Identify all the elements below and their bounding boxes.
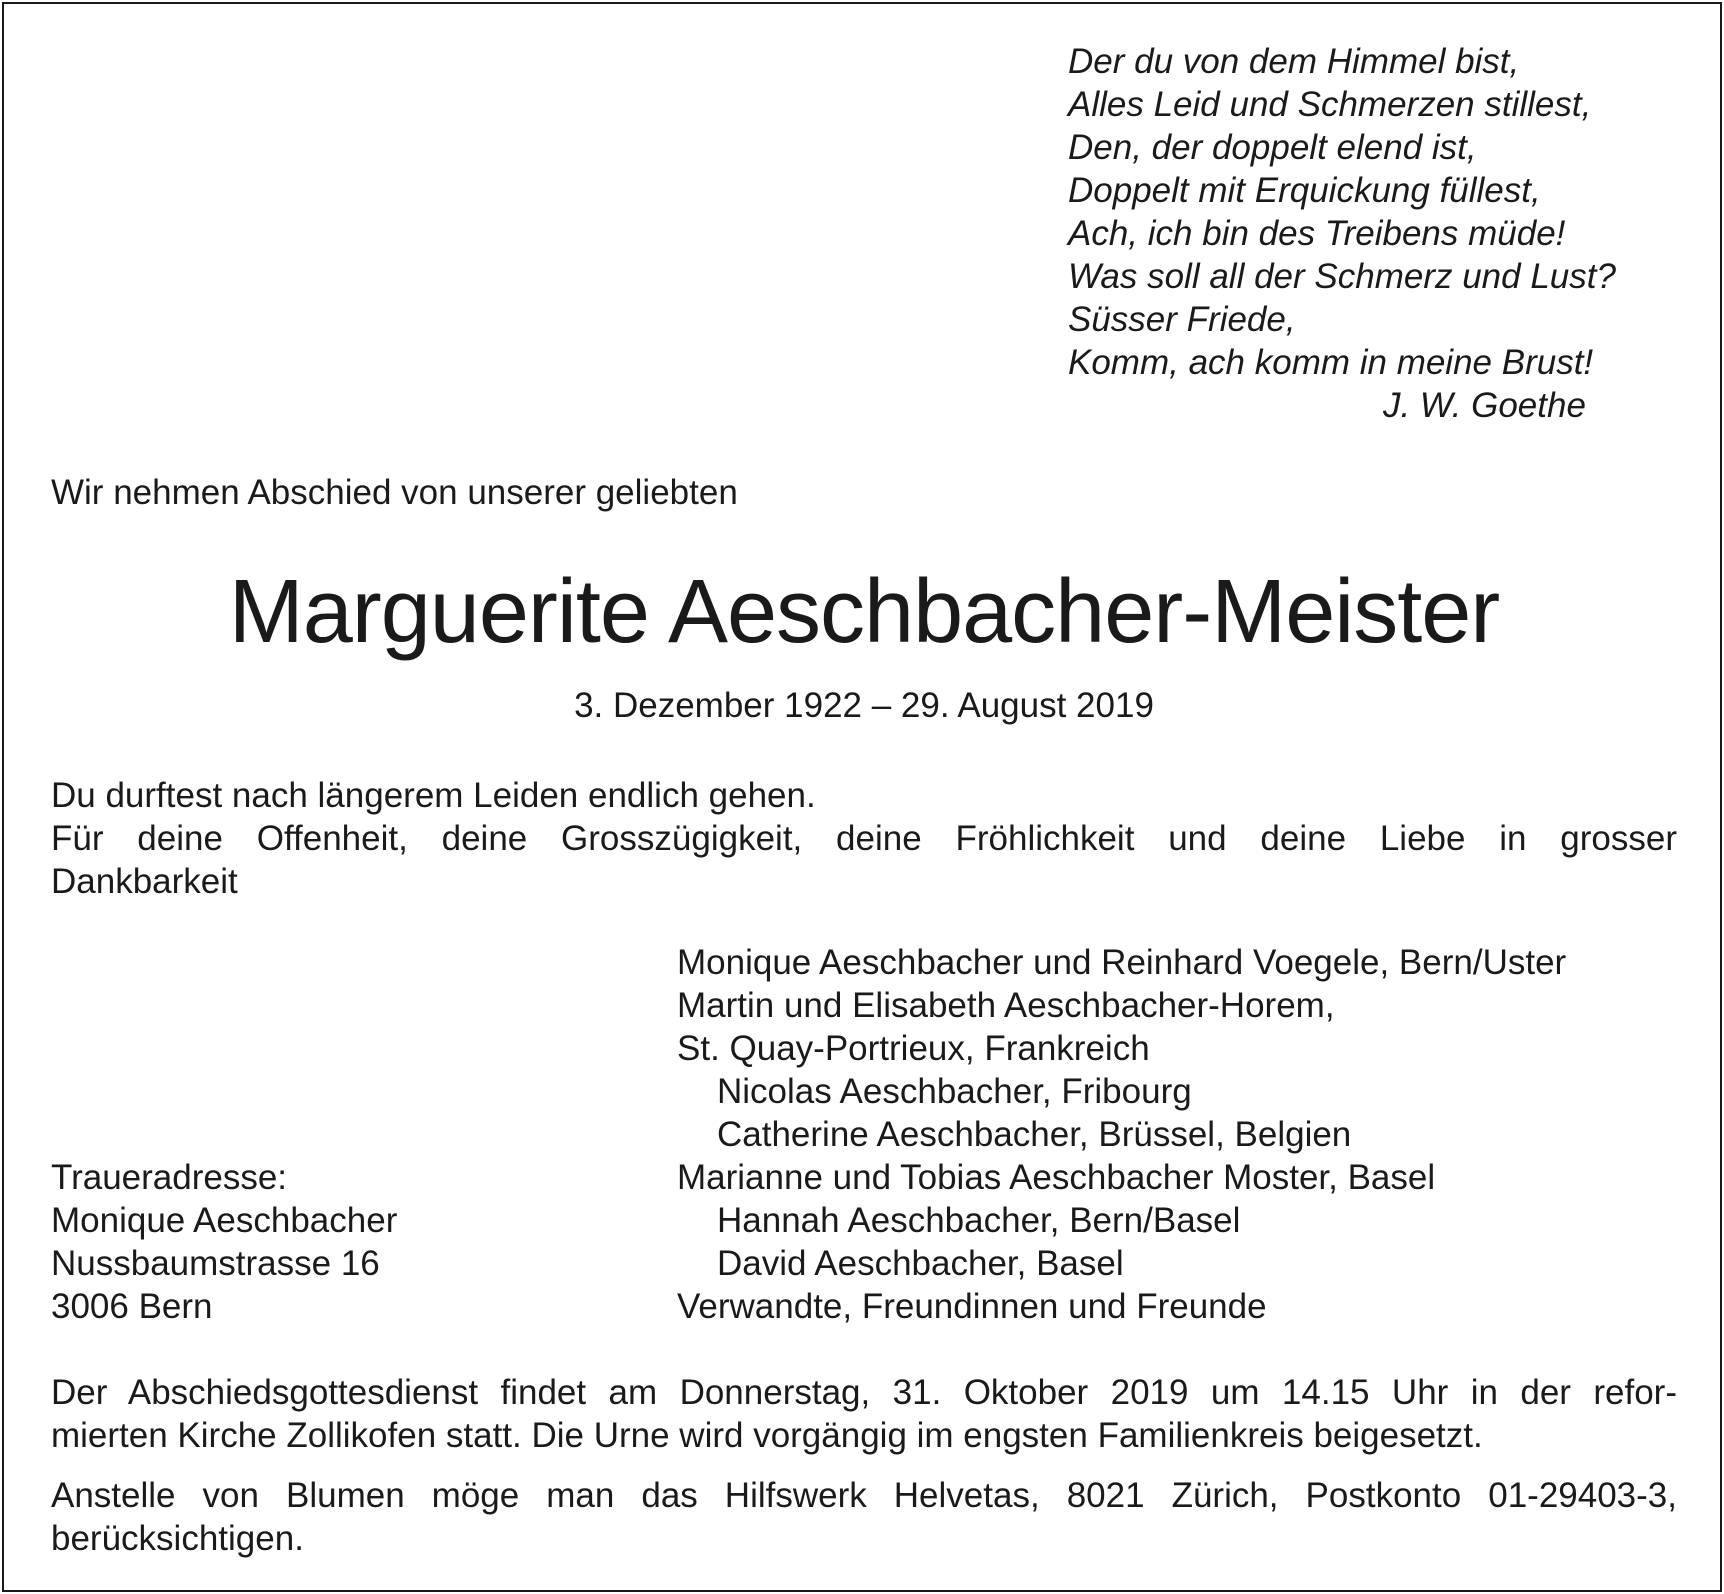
poem-line: Komm, ach komm in meine Brust! <box>1068 343 1594 382</box>
mourner-entry: St. Quay-Portrieux, Frankreich <box>677 1029 1150 1068</box>
intro-text: Wir nehmen Abschied von unserer geliebten <box>51 473 738 512</box>
poem-line: Doppelt mit Erquickung füllest, <box>1068 171 1541 210</box>
mourner-entry: Hannah Aeschbacher, Bern/Basel <box>717 1201 1241 1240</box>
mourner-entry: Nicolas Aeschbacher, Fribourg <box>717 1072 1192 1111</box>
message-line: Dankbarkeit <box>51 862 238 901</box>
poem-line: Alles Leid und Schmerzen stillest, <box>1068 85 1592 124</box>
goethe-poem <box>1068 40 1616 427</box>
message-line: Für deine Offenheit, deine Grosszügigkeit, deine Fröhlichkeit und deine Liebe in grosser <box>51 819 1677 858</box>
donation-note <box>51 1474 1677 1560</box>
mourner-entry: David Aeschbacher, Basel <box>717 1244 1124 1283</box>
donation-line: Anstelle von Blumen möge man das Hilfswerk Helvetas, 8021 Zürich, Postkonto 01-29403-3, <box>51 1476 1677 1515</box>
address-street: Nussbaumstrasse 16 <box>51 1244 380 1283</box>
poem-line: Der du von dem Himmel bist, <box>1068 42 1520 81</box>
life-dates: 3. Dezember 1922 – 29. August 2019 <box>574 686 1154 725</box>
poem-author: J. W. Goethe <box>1382 386 1586 425</box>
poem-line: Ach, ich bin des Treibens müde! <box>1068 214 1566 253</box>
message-line: Du durftest nach längerem Leiden endlich gehen. <box>51 776 816 815</box>
donation-line: berücksichtigen. <box>51 1519 304 1558</box>
address-city: 3006 Bern <box>51 1287 213 1326</box>
poem-line: Was soll all der Schmerz und Lust? <box>1068 257 1616 296</box>
poem-line: Den, der doppelt elend ist, <box>1068 128 1477 167</box>
address-label: Traueradresse: <box>51 1158 288 1197</box>
deceased-name: Marguerite Aeschbacher-Meister <box>228 562 1500 662</box>
mourner-entry: Marianne und Tobias Aeschbacher Moster, Basel <box>677 1158 1436 1197</box>
poem-line: Süsser Friede, <box>1068 300 1296 339</box>
service-announcement <box>51 1371 1677 1457</box>
mourner-entry: Catherine Aeschbacher, Brüssel, Belgien <box>717 1115 1352 1154</box>
service-line: mierten Kirche Zollikofen statt. Die Urne wird vorgängig im engsten Familienkreis beigesetzt. <box>51 1416 1483 1455</box>
mourner-entry: Martin und Elisabeth Aeschbacher-Horem, <box>677 986 1335 1025</box>
mourner-entry: Monique Aeschbacher und Reinhard Voegele, Bern/Uster <box>677 943 1567 982</box>
obituary-notice <box>2 2 1722 1592</box>
mourning-address <box>51 1156 397 1328</box>
mourners-list <box>677 941 1566 1328</box>
address-name: Monique Aeschbacher <box>51 1201 398 1240</box>
farewell-message <box>51 774 1677 903</box>
mourner-entry: Verwandte, Freundinnen und Freunde <box>677 1287 1267 1326</box>
service-line: Der Abschiedsgottesdienst findet am Donnerstag, 31. Oktober 2019 um 14.15 Uhr in der refor- <box>51 1373 1677 1412</box>
